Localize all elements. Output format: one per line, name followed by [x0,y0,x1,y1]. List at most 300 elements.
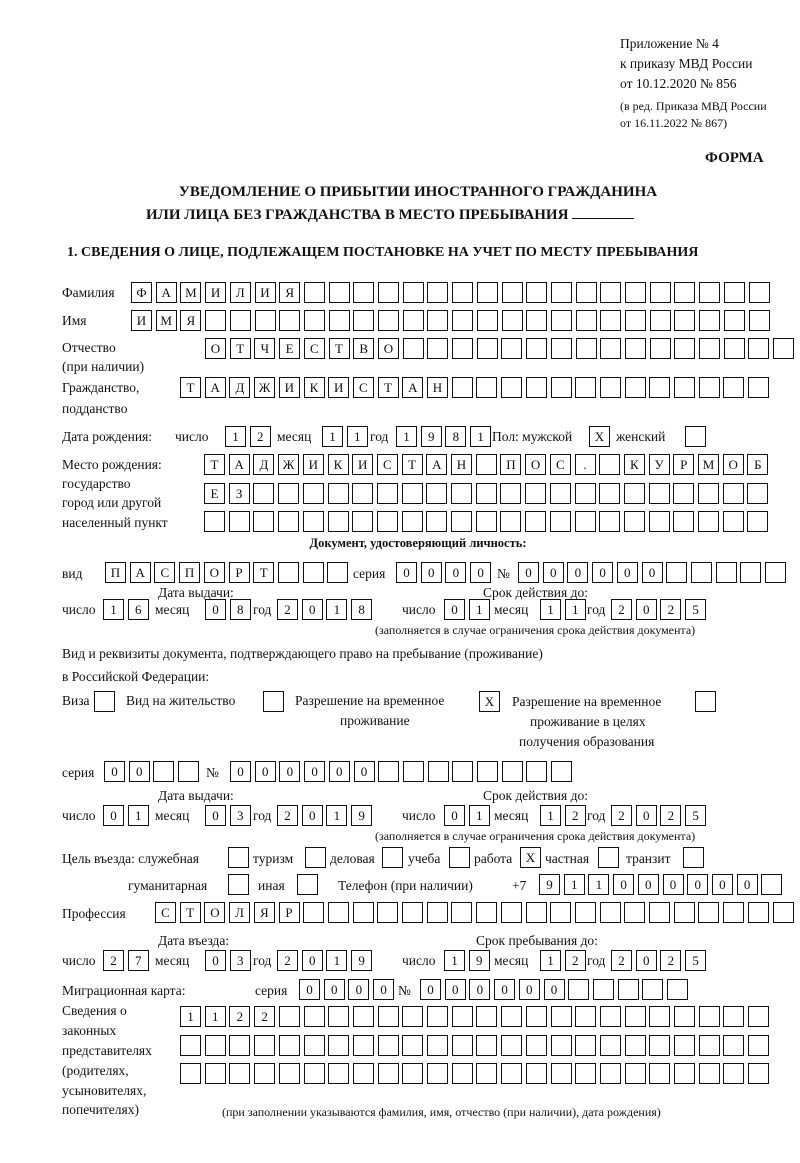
citizenship-cell[interactable] [699,377,720,398]
issue-year-cell[interactable]: 1 [326,599,347,620]
surname-cell[interactable] [526,282,547,303]
name-cell[interactable] [205,310,226,331]
valid-year-cell[interactable]: 2 [660,805,681,826]
migration-number-cell[interactable]: 0 [445,979,466,1000]
stay-number-cell[interactable] [403,761,424,782]
purpose-transit-checkbox[interactable] [683,847,704,868]
birth-place-cell[interactable] [723,483,744,504]
legal-reps-cell[interactable] [452,1006,473,1027]
birth-place-cell[interactable]: Е [204,483,225,504]
citizenship-cell[interactable]: А [402,377,423,398]
citizenship-cell[interactable]: Ж [254,377,275,398]
name-cell[interactable] [304,310,325,331]
citizenship-cell[interactable]: Д [229,377,250,398]
legal-reps-cell[interactable] [328,1063,349,1084]
patronymic-cell[interactable]: Т [230,338,251,359]
doc-series-cell[interactable]: 0 [470,562,491,583]
legal-reps-cell[interactable] [353,1006,374,1027]
phone-cell[interactable]: 0 [712,874,733,895]
surname-cell[interactable] [576,282,597,303]
valid-month-cell[interactable]: 1 [540,805,561,826]
legal-reps-cell[interactable] [452,1063,473,1084]
surname-cell[interactable] [378,282,399,303]
phone-cell[interactable]: 0 [663,874,684,895]
legal-reps-cell[interactable] [501,1006,522,1027]
doc-number-cell[interactable] [691,562,712,583]
citizenship-cell[interactable]: И [279,377,300,398]
birth-year-cell[interactable]: 1 [470,426,491,447]
birth-place-cell[interactable] [599,483,620,504]
stay-number-cell[interactable]: 0 [354,761,375,782]
migration-number-cell[interactable] [642,979,663,1000]
birth-place-cell[interactable]: Д [253,454,274,475]
citizenship-cell[interactable]: Т [180,377,201,398]
citizenship-cell[interactable] [452,377,473,398]
surname-cell[interactable] [403,282,424,303]
citizenship-cell[interactable] [625,377,646,398]
birth-place-cell[interactable] [649,511,670,532]
birth-place-cell[interactable] [698,511,719,532]
patronymic-cell[interactable]: О [205,338,226,359]
legal-reps-cell[interactable] [600,1006,621,1027]
migration-number-cell[interactable]: 0 [420,979,441,1000]
issue-year-cell[interactable]: 2 [277,599,298,620]
legal-reps-cell[interactable] [575,1006,596,1027]
issue-day-cell[interactable]: 6 [128,599,149,620]
doc-kind-cell[interactable]: Т [253,562,274,583]
legal-reps-cell[interactable] [625,1063,646,1084]
surname-cell[interactable] [749,282,770,303]
profession-cell[interactable]: Я [254,902,275,923]
doc-number-cell[interactable]: 0 [567,562,588,583]
surname-cell[interactable]: Ф [131,282,152,303]
profession-cell[interactable] [723,902,744,923]
stay-number-cell[interactable] [477,761,498,782]
birth-place-cell[interactable]: М [698,454,719,475]
doc-number-cell[interactable] [716,562,737,583]
profession-cell[interactable] [427,902,448,923]
birth-place-cell[interactable] [673,511,694,532]
stay-number-cell[interactable]: 0 [255,761,276,782]
issue-year-cell[interactable]: 9 [351,805,372,826]
birth-year-cell[interactable]: 8 [445,426,466,447]
patronymic-cell[interactable] [699,338,720,359]
surname-cell[interactable]: И [255,282,276,303]
birth-place-cell[interactable] [476,511,497,532]
patronymic-cell[interactable] [650,338,671,359]
profession-cell[interactable] [624,902,645,923]
patronymic-cell[interactable] [403,338,424,359]
migration-number-cell[interactable] [618,979,639,1000]
doc-kind-cell[interactable]: С [154,562,175,583]
profession-cell[interactable] [476,902,497,923]
issue-month-cell[interactable]: 0 [205,805,226,826]
profession-cell[interactable] [328,902,349,923]
doc-number-cell[interactable] [666,562,687,583]
legal-reps-cell[interactable] [427,1006,448,1027]
legal-reps-cell[interactable] [180,1035,201,1056]
valid-day-cell[interactable]: 0 [444,599,465,620]
name-cell[interactable]: И [131,310,152,331]
legal-reps-cell[interactable] [353,1063,374,1084]
issue-year-cell[interactable]: 8 [351,599,372,620]
profession-cell[interactable] [402,902,423,923]
surname-cell[interactable] [353,282,374,303]
profession-cell[interactable] [501,902,522,923]
legal-reps-cell[interactable] [180,1063,201,1084]
issue-month-cell[interactable]: 3 [230,805,251,826]
stay-number-cell[interactable] [378,761,399,782]
birth-place-cell[interactable]: А [426,454,447,475]
legal-reps-cell[interactable] [699,1006,720,1027]
legal-reps-cell[interactable] [452,1035,473,1056]
birth-year-cell[interactable]: 1 [396,426,417,447]
birth-place-cell[interactable] [673,483,694,504]
patronymic-cell[interactable] [526,338,547,359]
legal-reps-cell[interactable] [476,1035,497,1056]
doc-number-cell[interactable]: 0 [543,562,564,583]
birth-place-cell[interactable] [575,483,596,504]
birth-place-cell[interactable] [525,483,546,504]
purpose-study-checkbox[interactable] [449,847,470,868]
issue-day-cell[interactable]: 1 [103,599,124,620]
doc-kind-cell[interactable]: О [204,562,225,583]
name-cell[interactable] [452,310,473,331]
name-cell[interactable] [724,310,745,331]
migration-series-cell[interactable]: 0 [348,979,369,1000]
surname-cell[interactable] [427,282,448,303]
citizenship-cell[interactable]: К [304,377,325,398]
birth-place-cell[interactable] [352,483,373,504]
surname-cell[interactable]: Л [230,282,251,303]
doc-series-cell[interactable]: 0 [445,562,466,583]
birth-place-cell[interactable] [624,483,645,504]
patronymic-cell[interactable] [477,338,498,359]
doc-kind-cell[interactable] [303,562,324,583]
phone-cell[interactable]: 0 [737,874,758,895]
valid-year-cell[interactable]: 2 [660,599,681,620]
doc-kind-cell[interactable] [278,562,299,583]
issue-day-cell[interactable]: 1 [128,805,149,826]
legal-reps-cell[interactable] [723,1006,744,1027]
legal-reps-cell[interactable] [279,1063,300,1084]
migration-number-cell[interactable]: 0 [519,979,540,1000]
stay-number-cell[interactable] [502,761,523,782]
name-cell[interactable]: М [156,310,177,331]
stay-day-cell[interactable]: 1 [444,950,465,971]
name-cell[interactable] [502,310,523,331]
birth-place-cell[interactable] [550,483,571,504]
citizenship-cell[interactable]: А [205,377,226,398]
phone-cell[interactable]: 0 [613,874,634,895]
birth-place-cell[interactable] [500,511,521,532]
birth-place-cell[interactable] [278,483,299,504]
patronymic-cell[interactable]: С [304,338,325,359]
birth-place-cell[interactable] [476,454,497,475]
legal-reps-cell[interactable] [205,1035,226,1056]
legal-reps-cell[interactable] [402,1063,423,1084]
birth-month-cell[interactable]: 1 [347,426,368,447]
birth-place-cell[interactable] [253,483,274,504]
birth-place-cell[interactable] [575,511,596,532]
migration-number-cell[interactable] [667,979,688,1000]
legal-reps-cell[interactable] [748,1035,769,1056]
legal-reps-cell[interactable] [279,1006,300,1027]
name-cell[interactable] [749,310,770,331]
profession-cell[interactable] [575,902,596,923]
profession-cell[interactable] [674,902,695,923]
legal-reps-cell[interactable] [575,1063,596,1084]
legal-reps-cell[interactable] [254,1063,275,1084]
profession-cell[interactable] [550,902,571,923]
issue-year-cell[interactable]: 0 [302,805,323,826]
legal-reps-cell[interactable] [575,1035,596,1056]
entry-year-cell[interactable]: 0 [302,950,323,971]
citizenship-cell[interactable] [476,377,497,398]
legal-reps-cell[interactable] [328,1006,349,1027]
doc-kind-cell[interactable]: Р [229,562,250,583]
doc-kind-cell[interactable] [327,562,348,583]
legal-reps-cell[interactable] [723,1035,744,1056]
birth-place-cell[interactable] [451,511,472,532]
legal-reps-cell[interactable] [723,1063,744,1084]
visa-checkbox[interactable] [94,691,115,712]
profession-cell[interactable] [600,902,621,923]
doc-series-cell[interactable]: 0 [421,562,442,583]
doc-number-cell[interactable] [740,562,761,583]
name-cell[interactable] [427,310,448,331]
birth-place-cell[interactable] [451,483,472,504]
stay-day-cell[interactable]: 9 [469,950,490,971]
legal-reps-cell[interactable]: 2 [254,1006,275,1027]
patronymic-cell[interactable] [600,338,621,359]
migration-number-cell[interactable]: 0 [544,979,565,1000]
citizenship-cell[interactable]: С [353,377,374,398]
legal-reps-cell[interactable] [476,1006,497,1027]
birth-place-cell[interactable] [747,511,768,532]
birth-place-cell[interactable] [525,511,546,532]
surname-cell[interactable] [502,282,523,303]
doc-kind-cell[interactable]: П [179,562,200,583]
legal-reps-cell[interactable] [551,1035,572,1056]
birth-place-cell[interactable] [747,483,768,504]
profession-cell[interactable] [748,902,769,923]
patronymic-cell[interactable] [551,338,572,359]
valid-year-cell[interactable]: 5 [685,599,706,620]
doc-number-cell[interactable]: 0 [642,562,663,583]
phone-cell[interactable]: 9 [539,874,560,895]
migration-number-cell[interactable] [593,979,614,1000]
surname-cell[interactable]: А [156,282,177,303]
profession-cell[interactable] [698,902,719,923]
legal-reps-cell[interactable] [402,1035,423,1056]
surname-cell[interactable]: Я [279,282,300,303]
legal-reps-cell[interactable] [674,1035,695,1056]
profession-cell[interactable]: С [155,902,176,923]
patronymic-cell[interactable]: В [353,338,374,359]
name-cell[interactable] [674,310,695,331]
residence-permit-checkbox[interactable] [263,691,284,712]
stay-year-cell[interactable]: 0 [636,950,657,971]
valid-year-cell[interactable]: 2 [611,805,632,826]
purpose-official-checkbox[interactable] [228,847,249,868]
issue-year-cell[interactable]: 2 [277,805,298,826]
legal-reps-cell[interactable] [748,1006,769,1027]
phone-cell[interactable]: 1 [588,874,609,895]
issue-year-cell[interactable]: 0 [302,599,323,620]
stay-number-cell[interactable]: 0 [329,761,350,782]
legal-reps-cell[interactable] [526,1006,547,1027]
legal-reps-cell[interactable] [378,1006,399,1027]
profession-cell[interactable] [353,902,374,923]
patronymic-cell[interactable] [501,338,522,359]
birth-place-cell[interactable] [303,483,324,504]
patronymic-cell[interactable] [724,338,745,359]
citizenship-cell[interactable] [600,377,621,398]
stay-month-cell[interactable]: 1 [540,950,561,971]
birth-month-cell[interactable]: 1 [322,426,343,447]
purpose-business-checkbox[interactable] [382,847,403,868]
legal-reps-cell[interactable] [526,1063,547,1084]
birth-place-cell[interactable]: А [229,454,250,475]
birth-place-cell[interactable] [426,511,447,532]
citizenship-cell[interactable] [526,377,547,398]
legal-reps-cell[interactable]: 1 [180,1006,201,1027]
stay-number-cell[interactable]: 0 [230,761,251,782]
citizenship-cell[interactable]: Т [378,377,399,398]
birth-place-cell[interactable] [328,483,349,504]
surname-cell[interactable] [600,282,621,303]
birth-place-cell[interactable] [649,483,670,504]
legal-reps-cell[interactable] [501,1035,522,1056]
legal-reps-cell[interactable] [304,1006,325,1027]
birth-place-cell[interactable] [377,511,398,532]
legal-reps-cell[interactable] [551,1006,572,1027]
legal-reps-cell[interactable] [674,1006,695,1027]
patronymic-cell[interactable]: Т [329,338,350,359]
patronymic-cell[interactable]: Ч [254,338,275,359]
name-cell[interactable]: Я [180,310,201,331]
migration-series-cell[interactable]: 0 [373,979,394,1000]
legal-reps-cell[interactable] [649,1006,670,1027]
birth-place-cell[interactable]: Р [673,454,694,475]
name-cell[interactable] [403,310,424,331]
surname-cell[interactable] [674,282,695,303]
migration-series-cell[interactable]: 0 [324,979,345,1000]
birth-year-cell[interactable]: 9 [421,426,442,447]
surname-cell[interactable] [699,282,720,303]
legal-reps-cell[interactable] [649,1035,670,1056]
birth-day-cell[interactable]: 2 [250,426,271,447]
legal-reps-cell[interactable] [427,1063,448,1084]
legal-reps-cell[interactable] [625,1006,646,1027]
doc-kind-cell[interactable]: П [105,562,126,583]
surname-cell[interactable] [477,282,498,303]
sex-male-checkbox[interactable]: X [589,426,610,447]
doc-number-cell[interactable]: 0 [592,562,613,583]
legal-reps-cell[interactable] [279,1035,300,1056]
surname-cell[interactable] [304,282,325,303]
patronymic-cell[interactable] [625,338,646,359]
birth-place-cell[interactable] [229,511,250,532]
migration-number-cell[interactable]: 0 [494,979,515,1000]
valid-year-cell[interactable]: 2 [611,599,632,620]
doc-number-cell[interactable]: 0 [617,562,638,583]
surname-cell[interactable] [724,282,745,303]
entry-month-cell[interactable]: 0 [205,950,226,971]
birth-place-cell[interactable] [402,511,423,532]
issue-year-cell[interactable]: 1 [326,805,347,826]
temp-permit-checkbox[interactable]: X [479,691,500,712]
stay-year-cell[interactable]: 2 [660,950,681,971]
profession-cell[interactable] [773,902,794,923]
phone-cell[interactable] [761,874,782,895]
birth-place-cell[interactable]: У [649,454,670,475]
birth-place-cell[interactable]: И [352,454,373,475]
birth-place-cell[interactable] [723,511,744,532]
legal-reps-cell[interactable] [748,1063,769,1084]
stay-series-cell[interactable]: 0 [129,761,150,782]
citizenship-cell[interactable] [551,377,572,398]
citizenship-cell[interactable] [723,377,744,398]
stay-number-cell[interactable] [526,761,547,782]
name-cell[interactable] [353,310,374,331]
stay-number-cell[interactable] [551,761,572,782]
purpose-other-checkbox[interactable] [297,874,318,895]
doc-series-cell[interactable]: 0 [396,562,417,583]
legal-reps-cell[interactable] [402,1006,423,1027]
stay-number-cell[interactable] [452,761,473,782]
profession-cell[interactable]: Л [229,902,250,923]
legal-reps-cell[interactable] [328,1035,349,1056]
name-cell[interactable] [551,310,572,331]
migration-number-cell[interactable] [568,979,589,1000]
birth-place-cell[interactable]: . [575,454,596,475]
birth-place-cell[interactable] [377,483,398,504]
birth-place-cell[interactable] [352,511,373,532]
birth-place-cell[interactable] [204,511,225,532]
birth-place-cell[interactable] [476,483,497,504]
birth-place-cell[interactable] [599,454,620,475]
profession-cell[interactable] [377,902,398,923]
profession-cell[interactable] [303,902,324,923]
birth-place-cell[interactable] [599,511,620,532]
citizenship-cell[interactable] [748,377,769,398]
birth-place-cell[interactable]: П [500,454,521,475]
stay-series-cell[interactable]: 0 [104,761,125,782]
birth-place-cell[interactable]: К [328,454,349,475]
stay-year-cell[interactable]: 5 [685,950,706,971]
phone-cell[interactable]: 0 [638,874,659,895]
legal-reps-cell[interactable] [229,1063,250,1084]
citizenship-cell[interactable] [649,377,670,398]
valid-year-cell[interactable]: 5 [685,805,706,826]
birth-place-cell[interactable]: О [525,454,546,475]
patronymic-cell[interactable] [748,338,769,359]
name-cell[interactable] [378,310,399,331]
doc-number-cell[interactable]: 0 [518,562,539,583]
surname-cell[interactable] [329,282,350,303]
valid-month-cell[interactable]: 1 [540,599,561,620]
birth-place-cell[interactable] [698,483,719,504]
phone-cell[interactable]: 0 [687,874,708,895]
birth-place-cell[interactable]: К [624,454,645,475]
purpose-tourism-checkbox[interactable] [305,847,326,868]
birth-place-cell[interactable]: Б [747,454,768,475]
doc-number-cell[interactable] [765,562,786,583]
birth-place-cell[interactable] [500,483,521,504]
citizenship-cell[interactable]: И [328,377,349,398]
